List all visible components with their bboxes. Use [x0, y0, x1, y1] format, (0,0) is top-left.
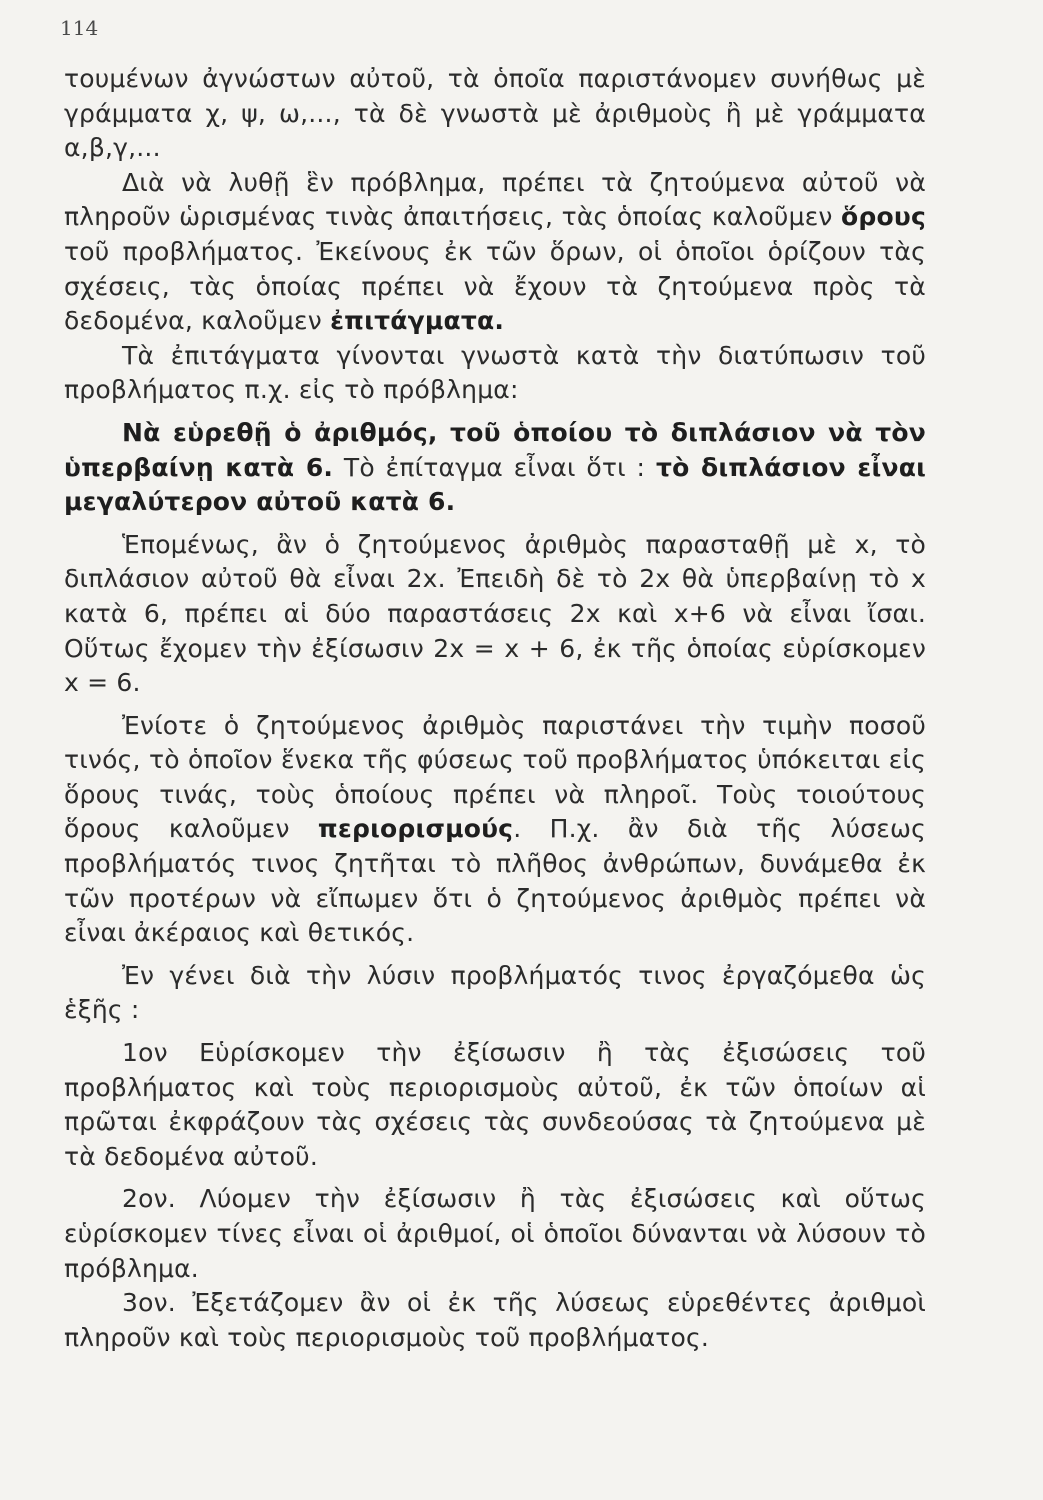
example-condition: τὸ διπλάσιον εἶναι μεγαλύτερον αὐτοῦ κατὰ 6.	[64, 452, 927, 517]
paragraph-unknowns: τουμένων ἀγνώστων αὐτοῦ, τὰ ὁποῖα παριστάνομεν συνήθως μὲ γράμματα χ, ψ, ω,..., τὰ δὲ γνωστὰ μὲ ἀριθμοὺς ἢ μὲ γράμματα α,β,γ,...	[64, 64, 926, 163]
step-1: 1ον Εὑρίσκομεν τὴν ἐξίσωσιν ἢ τὰς ἐξισώσεις τοῦ προβλήματος καὶ τοὺς περιορισμοὺς αὐτοῦ, ἐκ τῶν ὁποίων αἱ πρῶται ἐκφράζουν τὰς σχέσεις τὰς συνδεούσας τὰ ζητούμενα μὲ τὰ δεδομένα αὐτοῦ.	[64, 1038, 926, 1171]
page-number: 114	[60, 16, 99, 40]
paragraph-method-intro: Ἐν γένει διὰ τὴν λύσιν προβλήματός τινος ἐργαζόμεθα ὡς ἑξῆς :	[64, 960, 926, 1025]
text: Διὰ νὰ λυθῇ ἓν πρόβλημα, πρέπει τὰ ζητούμενα αὐτοῦ νὰ πληροῦν ὡρισμένας τινὰς ἀπαιτήσεις, τὰς ὁποίας καλοῦμεν	[64, 167, 926, 232]
paragraph-example-problem	[64, 416, 926, 520]
paragraph-equation: Ἑπομένως, ἂν ὁ ζητούμενος ἀριθμὸς παρασταθῇ μὲ x, τὸ διπλάσιον αὐτοῦ θὰ εἶναι 2x. Ἐπειδὴ δὲ τὸ 2x θὰ ὑπερβαίνῃ τὸ x κατὰ 6, πρέπει αἱ δύο παραστάσεις 2x καὶ x+6 νὰ εἶναι ἴσαι. Οὕτως ἔχομεν τὴν ἐξίσωσιν 2x = x + 6, ἐκ τῆς ὁποίας εὑρίσκομεν x = 6.	[64, 529, 926, 698]
text: τοῦ προβλήματος. Ἐκείνους ἐκ τῶν ὅρων, οἱ ὁποῖοι ὁρίζουν τὰς σχέσεις, τὰς ὁποίας πρέπει νὰ ἔχουν τὰ ζητούμενα πρὸς τὰ δεδομένα, καλοῦμεν	[64, 236, 926, 336]
paragraph-restrictions	[64, 709, 926, 951]
term-periorismoi: περιορισμούς	[317, 814, 514, 844]
page-body	[64, 62, 926, 1355]
step-2: 2ον. Λύομεν τὴν ἐξίσωσιν ἢ τὰς ἐξισώσεις καὶ οὕτως εὑρίσκομεν τίνες εἶναι οἱ ἀριθμοί, οἱ ὁποῖοι δύνανται νὰ λύσουν τὸ πρόβλημα.	[64, 1184, 926, 1283]
paragraph-statement: Τὰ ἐπιτάγματα γίνονται γνωστὰ κατὰ τὴν διατύπωσιν τοῦ προβλήματος π.χ. εἰς τὸ πρόβλημα:	[64, 340, 926, 405]
example-problem: Νὰ εὑρεθῇ ὁ ἀριθμός, τοῦ ὁποίου τὸ διπλάσιον νὰ τὸν ὑπερβαίνῃ κατὰ 6.	[64, 417, 926, 482]
text: Τὸ ἐπίταγμα εἶναι ὅτι :	[333, 452, 656, 482]
text: Ἐνίοτε ὁ ζητούμενος ἀριθμὸς παριστάνει τὴν τιμὴν ποσοῦ τινός, τὸ ὁποῖον ἕνεκα τῆς φύσεως τοῦ προβλήματος ὑπόκειται εἰς ὅρους τινάς, τοὺς ὁποίους πρέπει νὰ πληροῖ. Τοὺς τοιούτους ὅρους καλοῦμεν	[64, 710, 926, 844]
term-horoi: ὅρους	[841, 202, 926, 232]
text: . Π.χ. ἂν διὰ τῆς λύσεως προβλήματός τινος ζητῆται τὸ πλῆθος ἀνθρώπων, δυνάμεθα ἐκ τῶν προτέρων νὰ εἴπωμεν ὅτι ὁ ζητούμενος ἀριθμὸς πρέπει νὰ εἶναι ἀκέραιος καὶ θετικός.	[64, 814, 926, 948]
step-3: 3ον. Ἐξετάζομεν ἂν οἱ ἐκ τῆς λύσεως εὑρεθέντες ἀριθμοὶ πληροῦν καὶ τοὺς περιορισμοὺς τοῦ προβλήματος.	[64, 1288, 926, 1352]
paragraph-conditions	[64, 166, 926, 339]
term-epitagmata: ἐπιτάγματα.	[330, 306, 505, 336]
